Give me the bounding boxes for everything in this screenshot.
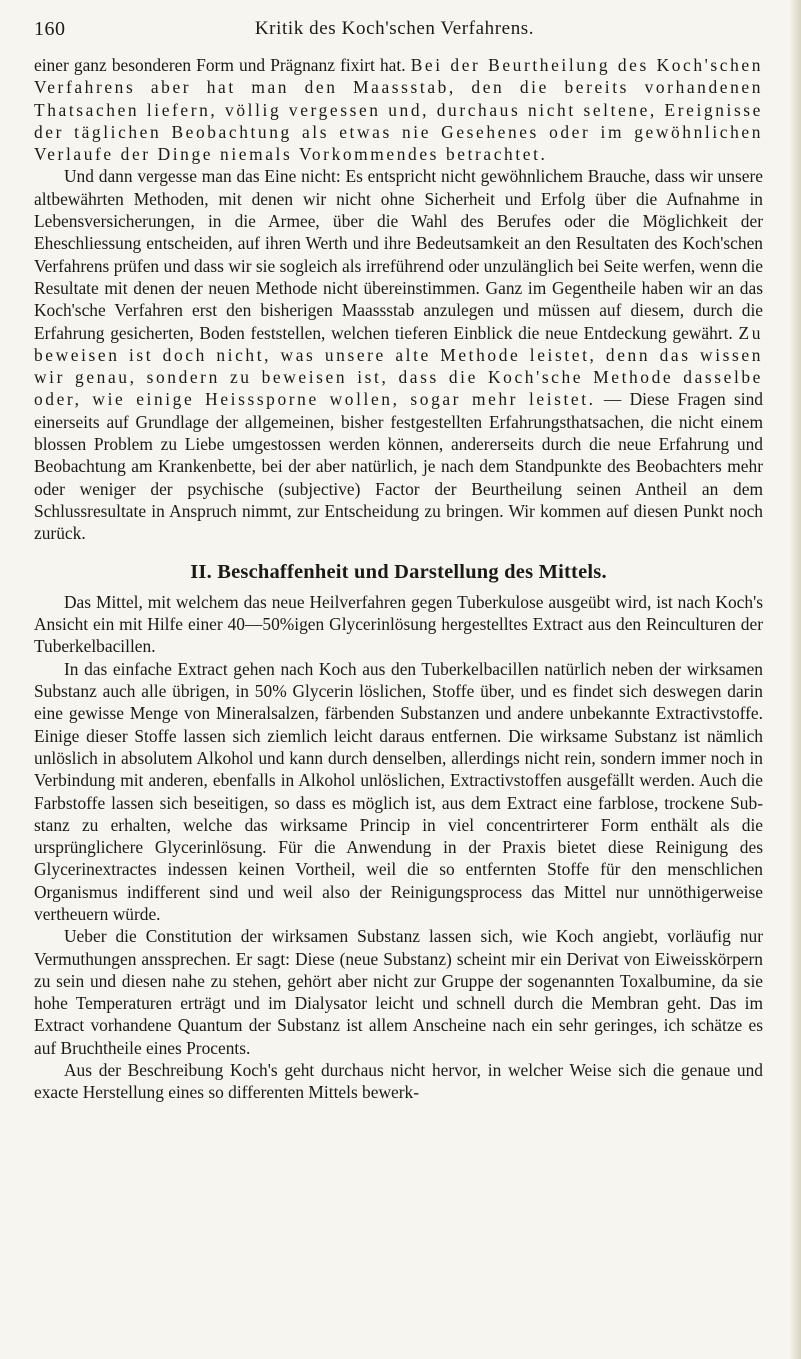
section-heading: II. Beschaffenheit und Darstellung des Mittels. <box>190 560 607 583</box>
paragraph-6: Aus der Beschreibung Koch's geht durchaus nicht hervor, in welcher Weise sich die genaue und exacte Herstellung eines so differenten Mittels bewerk- <box>34 1060 763 1103</box>
paragraph-4: In das einfache Extract gehen nach Koch aus den Tuberkelbacillen natürlich neben der wirksamen Substanz auch alle übrigen, in 50% Glycerin löslichen, Stoffe über, und es findet sich deswegen darin eine gewisse Menge von Mineralsalzen, färbenden Substanzen und andere unbekannte Extractivstoffe. Einige dieser Stoffe lassen sich ziemlich leicht daraus entfernen. Die wirksame Substanz ist nämlich unlöslich in absolutem Alkohol und kann durch denselben, allerdings nicht rein, sondern immer noch in Verbindung mit anderen, ebenfalls in Alkohol unlöslichen, Extractivstoffen ausgefällt werden. Auch die Farbstoffe lassen sich beseitigen, so dass es möglich ist, aus dem Extract eine farblose, trockene Substanz zu erhalten, welche das wirksame Princip in viel concentrirterer Form enthält als die ursprünglichere Glycerinlösung. Für die Anwendung in der Praxis bietet diese Reinigung des Glycerinextractes indessen keinen Vortheil, weil die so entfernten Stoffe für den menschlichen Organismus indifferent sind und weil also der Reinigungsprocess das Mittel nur unnöthigerweise vertheuern würde. <box>34 658 763 924</box>
paragraph-2-sentence-1: Und dann vergesse man das Eine nicht: Es entspricht nicht gewöhnlichem Brauche, dass wir unsere altbewährten Methoden, mit denen wir nicht ohne Sicherheit und Erfolg über die Aufnahme in Lebensversicherungen, in die Armee, über die Wahl des Berufes oder die Möglichkeit der Eheschliessung entscheiden, auf ihren Werth und ihre Bedeutsamkeit an den Resultaten des Koch'schen Verfahrens prüfen und dass wir sie sogleich als irreführend oder unzulänglich bei Seite werfen, wenn die Resultate mit denen der neuen Methode nicht übereinstimmen. Ganz im Gegentheile haben wir an das Koch'sche Verfahren erst den bisherigen Maassstab anzulegen und müssen auf diesem, durch die Erfahrung gesicherten, Boden feststellen, welchen tieferen Einblick die neue Entdeckung gewährt. <box>34 166 763 343</box>
running-title: Kritik des Koch'schen Verfahrens. <box>254 18 535 39</box>
paragraph-1 <box>34 54 763 165</box>
body-text <box>34 54 763 1104</box>
paragraph-1-sentence-1: einer ganz besonderen Form und Prägnanz fixirt hat. <box>34 55 406 75</box>
paragraph-5: Ueber die Constitution der wirksamen Substanz lassen sich, wie Koch angiebt, vorläufig nur Vermuthungen anssprechen. Er sagt: Diese (neue Substanz) scheint mir ein Derivat von Eiweisskörpern zu sein und diesen nahe zu stehen, gehört aber nicht zur Gruppe der sogenannten Toxalbumine, da sie hohe Temperaturen erträgt und im Dialysator leicht und schnell durch die Membran geht. Das im Extract vorhandene Quantum der Substanz ist allem Anscheine nach ein sehr geringes, ich schätze es auf Bruchtheile eines Procents. <box>34 926 763 1058</box>
page-header <box>34 18 755 44</box>
page-edge-shadow <box>789 0 801 1359</box>
page-number: 160 <box>34 18 66 40</box>
paragraph-2-spaced-emphasis: Zu beweisen ist doch nicht, was unsere alte Methode leistet, denn das wissen wir genau, sondern zu beweisen ist, dass die Koch'sche Methode dasselbe oder, wie einige Heisssporne wollen, sogar mehr leistet. <box>34 322 763 410</box>
paragraph-1-spaced-emphasis: Bei der Beurtheilung des Koch'schen Verfahrens aber hat man den Maassstab, den die bereits vorhandenen Thatsachen liefern, völlig vergessen und, durchaus nicht seltene, Ereignisse der täglichen Beobachtung als etwas nie Gesehenes oder im gewöhnlichen Verlaufe der Dinge niemals Vorkommendes betrachtet. <box>34 55 763 165</box>
paragraph-2-sentence-3: — Diese Fragen sind einerseits auf Grundlage der allgemeinen, bisher festgestellten Erfahrungsthatsachen, die nicht einem blossen Problem zu Liebe umgestossen werden können, andererseits durch die neue Erfahrung und Beobachtung am Krankenbette, bei der aber natürlich, je nach dem Standpunkte des Beobachters mehr oder weniger der psychische (subjective) Factor der Beurtheilung seinen Antheil an dem Schlussresultate in Anspruch nimmt, zur Entscheidung zu bringen. Wir kommen auf diesen Punkt noch zurück. <box>34 389 764 544</box>
paragraph-3: Das Mittel, mit welchem das neue Heilverfahren gegen Tuberkulose ausgeübt wird, ist nach Koch's Ansicht ein mit Hilfe einer 40—50%igen Glycerinlösung hergestelltes Extract aus den Reinculturen der Tuberkelbacillen. <box>34 591 763 657</box>
paragraph-2 <box>34 165 763 544</box>
